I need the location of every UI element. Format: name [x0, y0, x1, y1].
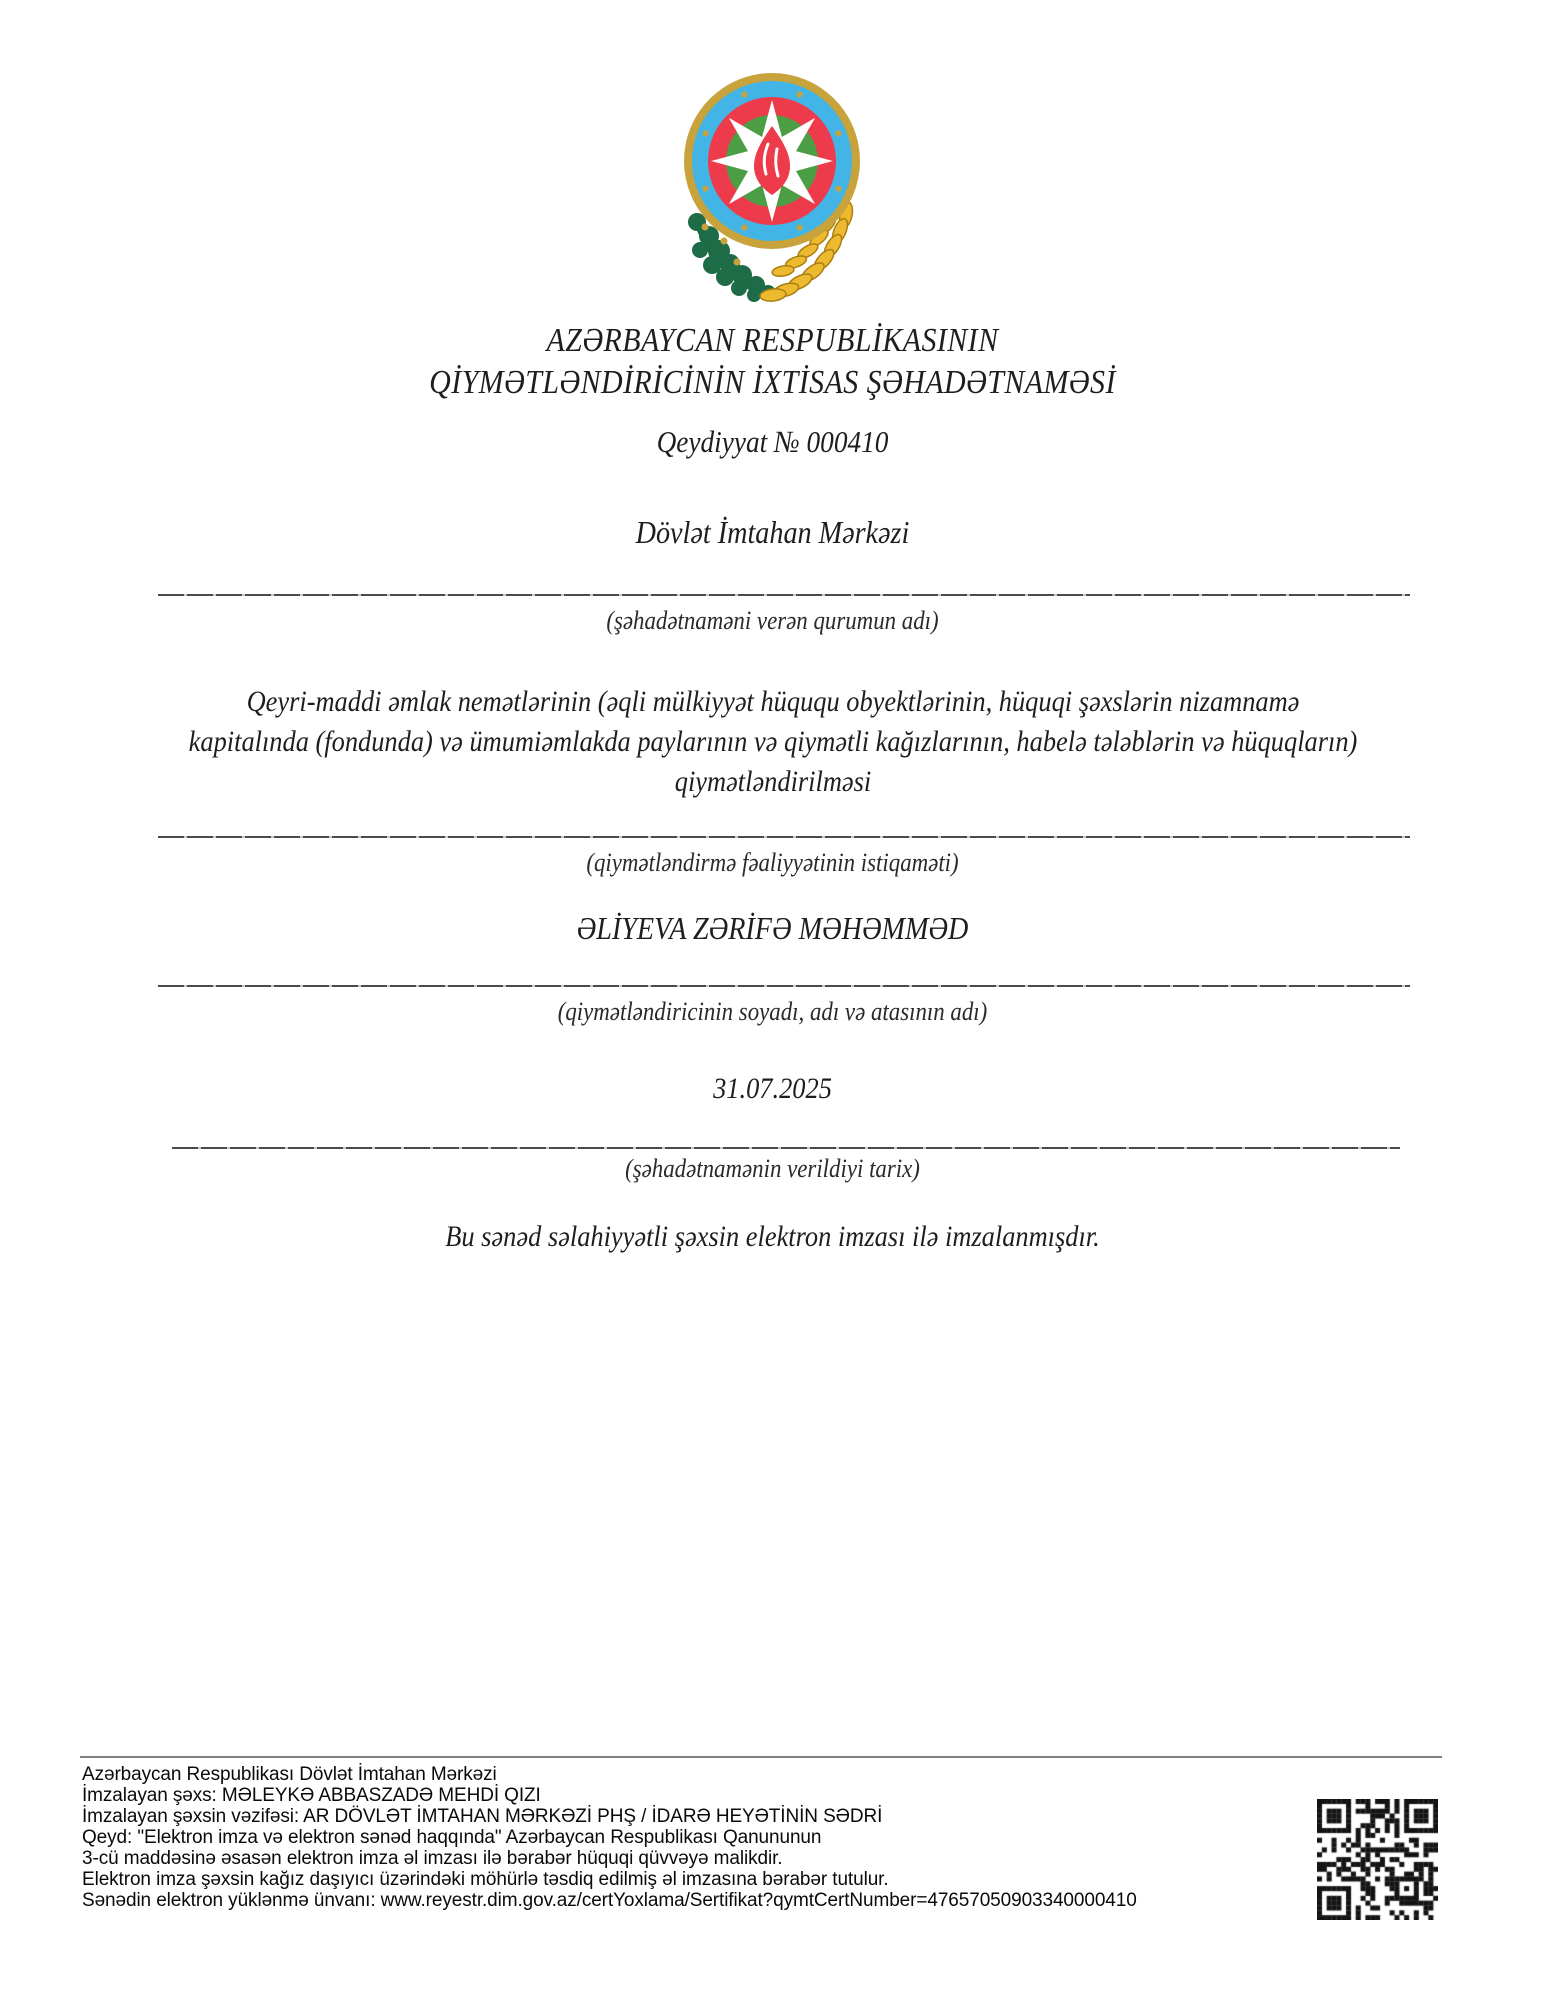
footer-line: 3-cü maddəsinə əsasən elektron imza əl imzası ilə bərabər hüquqi qüvvəyə malikdir.: [82, 1848, 783, 1869]
issuing-authority-value: Dövlət İmtahan Mərkəzi: [635, 514, 910, 550]
appraiser-name-value: ƏLİYEVA ZƏRİFƏ MƏHƏMMƏD: [576, 910, 969, 946]
valuation-direction-caption: (qiymətləndirmə fəaliyyətinin istiqaməti): [586, 848, 959, 877]
signature-line: [172, 1147, 1400, 1149]
registration-number: Qeydiyyat № 000410: [656, 424, 889, 459]
footer-divider: [80, 1756, 1442, 1758]
issuing-authority-caption: (şəhadətnaməni verən qurumun adı): [606, 606, 939, 635]
footer-signature-block: [82, 1764, 1312, 1911]
appraiser-name-caption: (qiymətləndiricinin soyadı, adı və atasının adı): [557, 997, 988, 1026]
verification-qr-code: [1317, 1799, 1438, 1920]
shield: [684, 73, 860, 249]
esignature-statement: Bu sənəd səlahiyyətli şəxsin elektron imzası ilə imzalanmışdır.: [445, 1220, 1100, 1253]
valuation-direction-value: Qeyri-maddi əmlak nemətlərinin (əqli mülkiyyət hüququ obyektlərinin, hüquqi şəxslərin nizamnamə kapitalında (fondunda) və ümumiəmlakda paylarının və qiymətli kağızlarının, habelə tələblərin və hüquqların) qiymətləndirilməsi: [188, 685, 1357, 798]
footer-line: Qeyd: "Elektron imza və elektron sənəd haqqında" Azərbaycan Respublikası Qanununun: [82, 1827, 822, 1848]
signature-line: [158, 594, 1410, 596]
document-title-line2: QİYMƏTLƏNDİRİCİNİN İXTİSAS ŞƏHADƏTNAMƏSİ: [429, 364, 1116, 401]
signature-line: [158, 985, 1410, 987]
signature-line: [158, 836, 1410, 838]
azerbaijan-coat-of-arms-icon: [667, 64, 877, 304]
footer-line: İmzalayan şəxsin vəzifəsi: AR DÖVLƏT İMTAHAN MƏRKƏZİ PHŞ / İDARƏ HEYƏTİNİN SƏDRİ: [82, 1806, 883, 1827]
issue-date-value: 31.07.2025: [713, 1072, 832, 1105]
footer-line: İmzalayan şəxs: MƏLEYKƏ ABBASZADƏ MEHDİ QIZI: [82, 1785, 541, 1806]
footer-line: Azərbaycan Respublikası Dövlət İmtahan Mərkəzi: [82, 1764, 497, 1785]
valuation-direction-wrap: [0, 682, 1545, 802]
footer-line: Elektron imza şəxsin kağız daşıyıcı üzərindəki möhürlə təsdiq edilmiş əl imzasına bərabər tutulur.: [82, 1869, 889, 1890]
issue-date-caption: (şəhadətnamənin verildiyi tarix): [625, 1154, 920, 1183]
footer-line: Sənədin elektron yüklənmə ünvanı: www.reyestr.dim.gov.az/certYoxlama/Sertifikat?qymtCertNumber=47657050903340000410: [82, 1890, 1137, 1911]
document-title-line1: AZƏRBAYCAN RESPUBLİKASININ: [546, 322, 999, 359]
